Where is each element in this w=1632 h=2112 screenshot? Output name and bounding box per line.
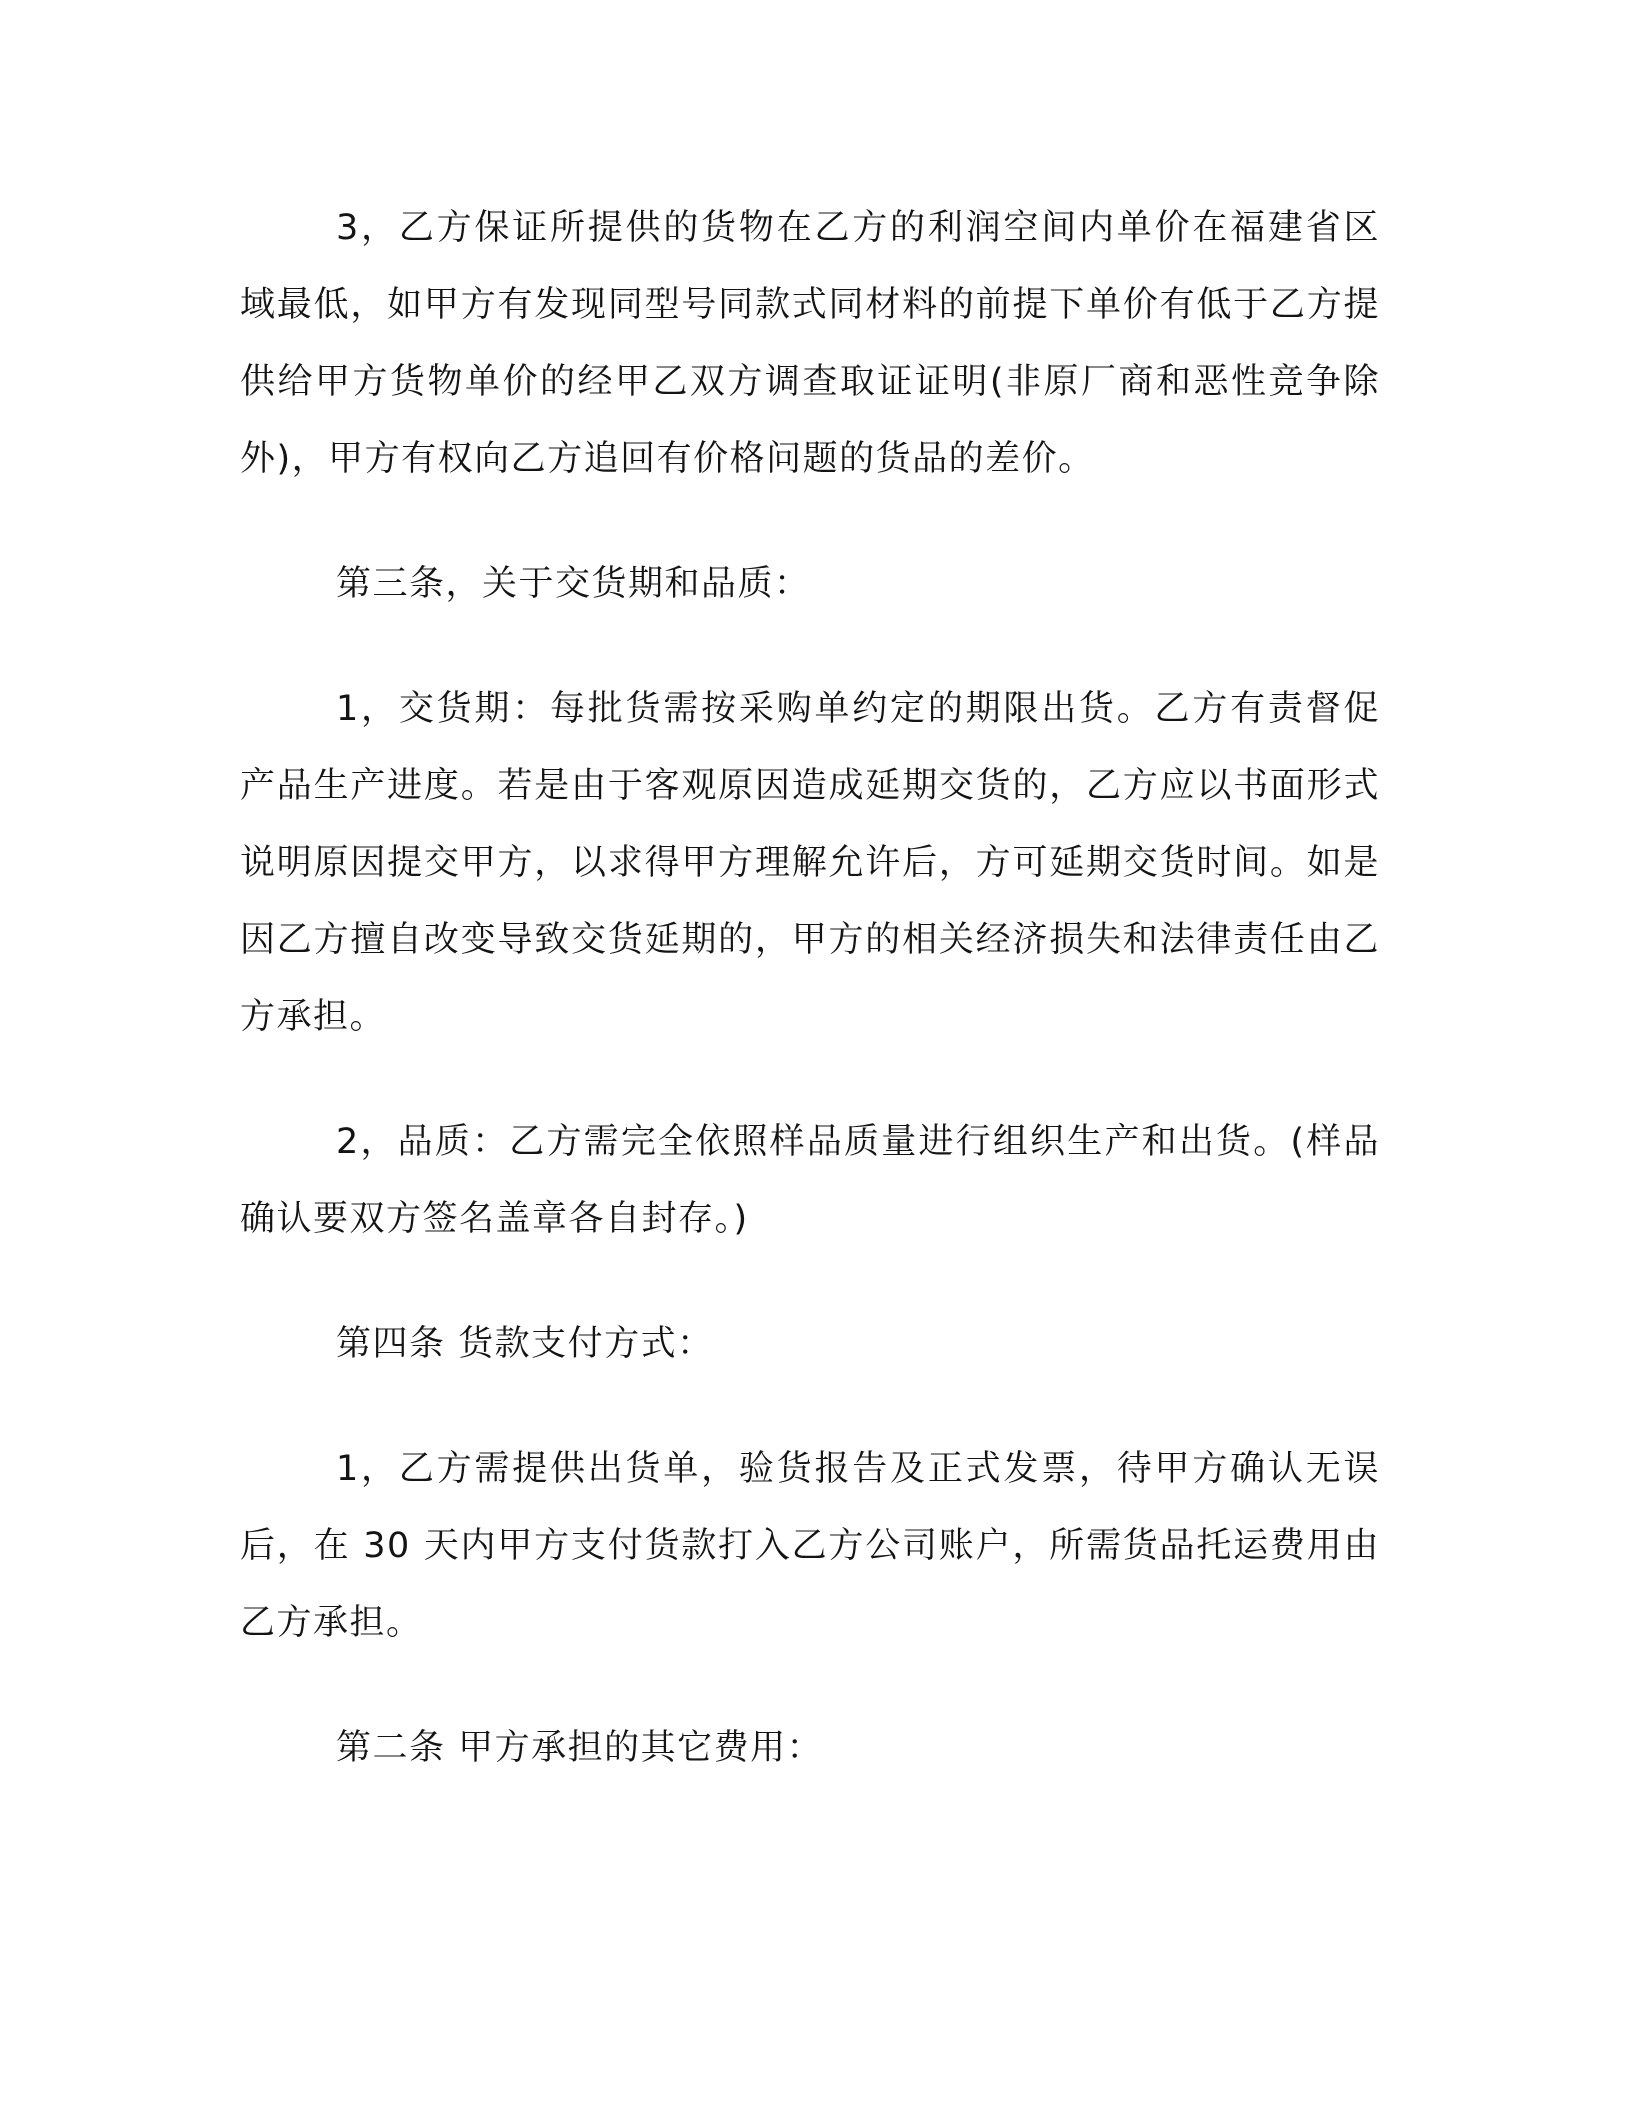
document-body (240, 190, 1380, 1835)
article-4-heading: 第四条 货款支付方式： (336, 1324, 714, 1364)
paragraph-clause-item-3: 3，乙方保证所提供的货物在乙方的利润空间内单价在福建省区域最低，如甲方有发现同型号同款式同材料的前提下单价有低于乙方提供给甲方货物单价的经甲乙双方调查取证证明(非原厂商和恶性竞争除外)，甲方有权向乙方追回有价格问题的货品的差价。 (240, 208, 1380, 479)
paragraph-delivery-period: 1，交货期：每批货需按采购单约定的期限出货。乙方有责督促产品生产进度。若是由于客观原因造成延期交货的，乙方应以书面形式说明原因提交甲方，以求得甲方理解允许后，方可延期交货时间。如是因乙方擅自改变导致交货延期的，甲方的相关经济损失和法律责任由乙方承担。 (240, 689, 1380, 1037)
paragraph-payment: 1，乙方需提供出货单，验货报告及正式发票，待甲方确认无误后，在 30 天内甲方支付货款打入乙方公司账户，所需货品托运费用由乙方承担。 (240, 1449, 1380, 1643)
article-3-heading: 第三条，关于交货期和品质： (336, 564, 811, 604)
article-2-heading: 第二条 甲方承担的其它费用： (336, 1728, 824, 1768)
paragraph-quality: 2，品质：乙方需完全依照样品质量进行组织生产和出货。(样品确认要双方签名盖章各自封存。) (240, 1122, 1380, 1239)
